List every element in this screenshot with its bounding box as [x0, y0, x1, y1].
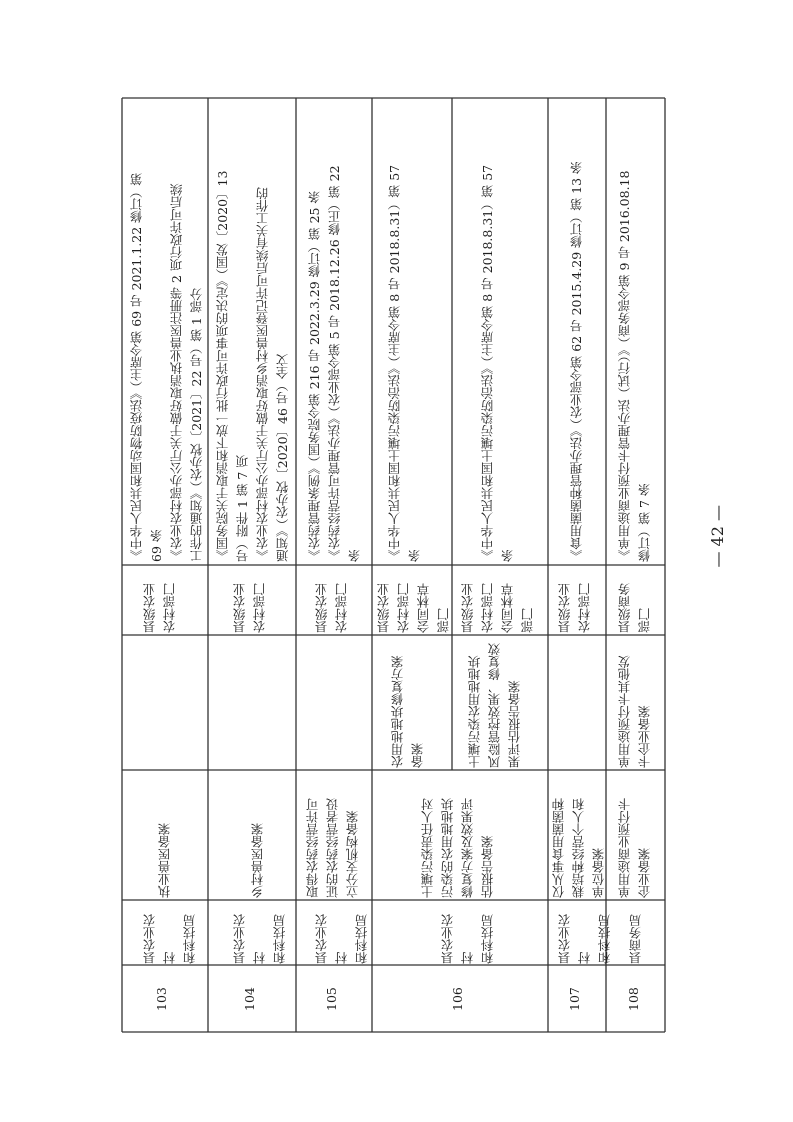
row-105-no: 105	[324, 987, 339, 1011]
row-104-dept: 县农业农村 和科技局	[232, 914, 287, 964]
row-106-basis-b: 《中华人民共和国土壤污染防治法》（主席令第 8 号 2018.8.31）第 57 条	[480, 164, 515, 562]
row-107-no: 107	[567, 987, 582, 1011]
row-106-sub-b: 土壤污染农用地地块 风险管控效果、修复效 果评估报告备案	[467, 643, 522, 768]
row-106-item: 土壤污染责任人对 污染的农用地地块 修复方案及效果评 估报告备案	[420, 798, 495, 898]
row-107-basis: 《食用菌菌种管理办法》（农业部令第 62 号 2015.4.29 修订）第 13 条	[569, 161, 584, 562]
row-104-basis: 《国务院关于取消和下放一批行政许可事项的决定》（国发〔2020〕13 号）附件 1 第 7 项 《农业农村部办公厅关于做好取消乡村兽医登记许可后续有关工作的 通知》（农办牧〔2020〕46 号）全文	[215, 170, 290, 562]
row-104-unit: 县级农业 农村部门	[232, 583, 267, 633]
row-104-no: 104	[242, 987, 257, 1011]
row-108-item: 单用途商业预付卡 企业备案	[617, 798, 652, 898]
row-106-no: 106	[450, 987, 465, 1011]
row-107-item: 仅从事食用菌菌种 栽培种经营个人和 单位备案	[551, 798, 606, 898]
row-106-basis-a: 《中华人民共和国土壤污染防治法》（主席令第 8 号 2018.8.31）第 57 条	[387, 164, 422, 562]
row-107-unit: 县级农业 农村部门	[557, 583, 592, 633]
row-108-unit: 县级商务 部门	[617, 583, 652, 633]
row-103-no: 103	[154, 987, 169, 1011]
row-107-dept: 县农业农村 和科技局	[557, 914, 612, 964]
row-106-unit-b: 县级农业 农村部门 会同林草 部门	[460, 583, 535, 633]
row-108-no: 108	[626, 987, 641, 1011]
row-103-unit: 县级农业 农村部门	[142, 583, 177, 633]
row-105-unit: 县级农业 农村部门	[314, 583, 349, 633]
page-number: — 42 —	[708, 505, 727, 568]
row-103-basis: 《中华人民共和国动物防疫法》（主席令第 69 号 2021.1.22 修订）第 69 条 《农业农村部办公厅关于做好取消执业兽医注册等 2 项行政许可后续 工作的通知》（农办牧〔2021〕22 号）第 1 部分	[129, 172, 204, 562]
row-105-item: 取得农药经营许可 证的农药经营者设 立分支机构备案	[305, 798, 360, 898]
row-106-sub-a: 农用地地块修复方案 备案	[390, 655, 425, 768]
row-104-item: 乡村兽医备案	[250, 823, 265, 898]
row-108-sub: 单用途预付卡其他发 卡企业备案	[617, 655, 652, 768]
row-106-dept: 县农业农村 和科技局	[440, 914, 495, 964]
row-108-basis: 《单用途商业预付卡管理办法（试行）》（商务部令第 9 号 2016.08.18 修订）第 7 条	[617, 170, 652, 562]
row-105-dept: 县农业农村 和科技局	[314, 914, 369, 964]
row-105-basis: 《农药管理条例》（国务院令第 216 号 2022.3.29 修订）第 25 条 《农药经营许可管理办法》（农业部令第 5 号 2018.12.26 修正）第 22 条	[307, 165, 362, 562]
row-108-dept: 县商务局	[628, 914, 643, 964]
row-106-unit-a: 县级农业 农村部门 会同林草 部门	[376, 583, 451, 633]
row-103-item: 执业兽医备案	[157, 823, 172, 898]
row-103-dept: 县农业农村 和科技局	[142, 914, 197, 964]
